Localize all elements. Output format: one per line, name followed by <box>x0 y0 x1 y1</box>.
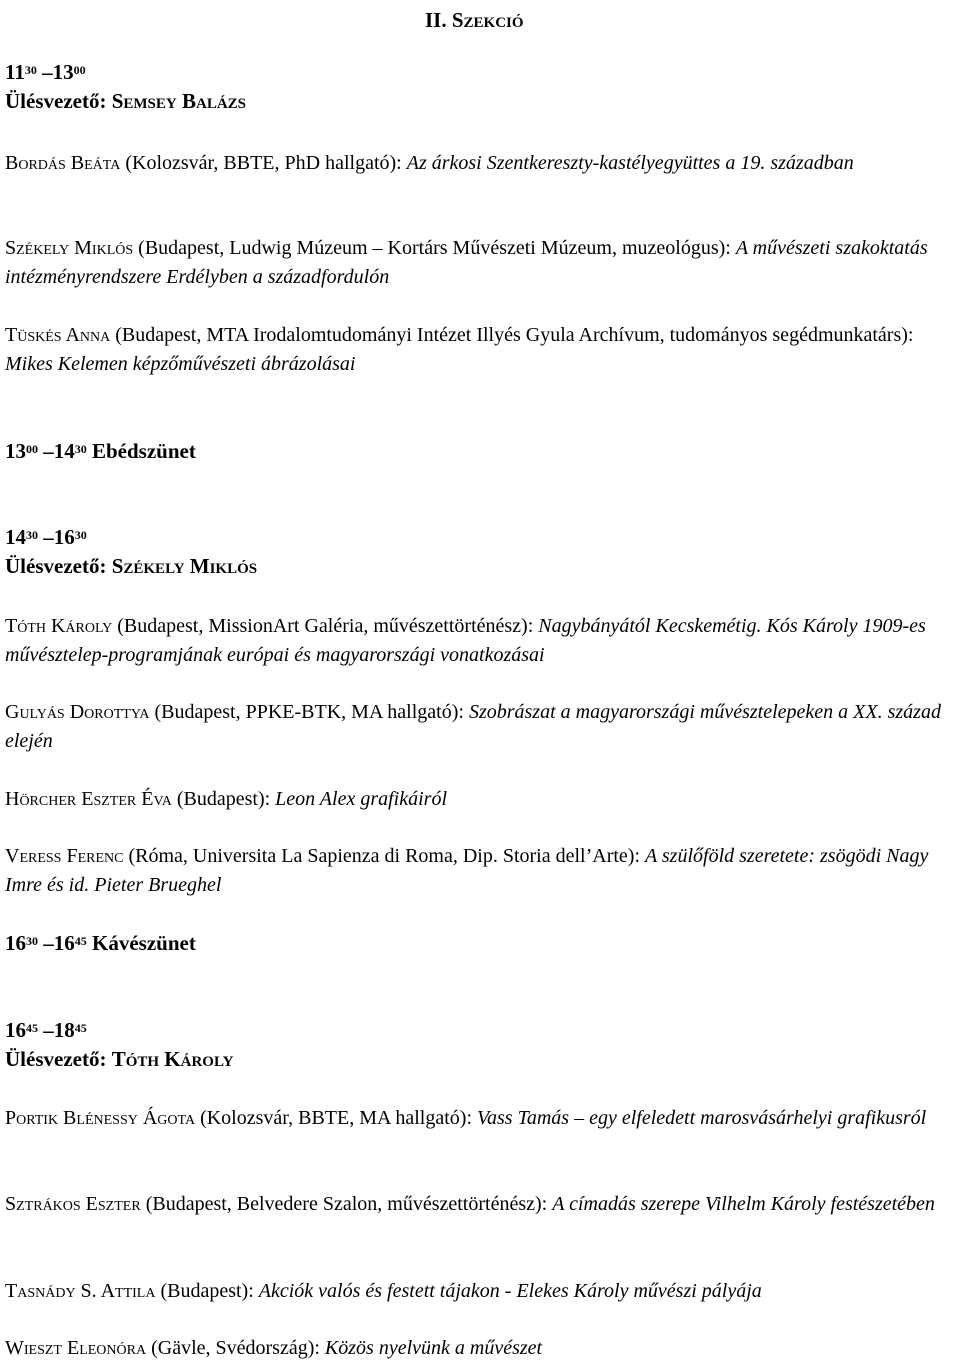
slot1-chair: Ülésvezető: Semsey Balázs <box>5 89 246 113</box>
speaker-name: Veress Ferenc <box>5 845 124 867</box>
slot2-header <box>5 523 950 581</box>
speaker-name: Sztrákos Eszter <box>5 1193 141 1215</box>
talk-item: Sztrákos Eszter (Budapest, Belvedere Szalon, művészettörténész): A címadás szerepe Vilhelm Károly festészetében <box>5 1193 935 1215</box>
talk-item: Wieszt Eleonóra (Gävle, Svédország): Közös nyelvünk a művészet <box>5 1337 543 1359</box>
speaker-name: Bordás Beáta <box>5 152 121 174</box>
slot1-time: $11^{30}$ $-13^{00}$ <box>5 60 86 84</box>
talk-title: Közös nyelvünk a művészet <box>324 1337 543 1359</box>
talk-item: Tüskés Anna (Budapest, MTA Irodalomtudományi Intézet Illyés Gyula Archívum, tudományos segédmunkatárs): Mikes Kelemen képzőművészeti ábrázolásai <box>5 324 914 375</box>
talk-item: Hörcher Eszter Éva (Budapest): Leon Alex grafikáiról <box>5 788 448 810</box>
talk-item: Székely Miklós (Budapest, Ludwig Múzeum – Kortárs Művészeti Múzeum, muzeológus): A művészeti szakoktatás intézményrendszere Erdélyben a századfordulón <box>5 237 928 288</box>
talk-item: Veress Ferenc (Róma, Universita La Sapienza di Roma, Dip. Storia dell’Arte): A szülőföld szeretete: zsögödi Nagy Imre és id. Pieter Brueghel <box>5 845 929 896</box>
speaker-name: Székely Miklós <box>5 237 134 259</box>
coffee-break: $16^{30}$ $-16^{45}$ Kávészünet <box>5 931 196 955</box>
speaker-name: Hörcher Eszter Éva <box>5 788 172 810</box>
talk-title: Szobrászat a magyarországi művésztelepeken a XX. század elején <box>5 701 941 752</box>
talk-title: Mikes Kelemen képzőművészeti ábrázolásai <box>5 353 356 375</box>
speaker-name: Portik Blénessy Ágota <box>5 1107 196 1129</box>
talk-item: Tóth Károly (Budapest, MissionArt Galéria, művészettörténész): Nagybányától Kecskemétig. Kós Károly 1909-es művésztelep-programjának európai és magyarországi vonatkozásai <box>5 615 926 666</box>
slot3-time: $16^{45}$ $-18^{45}$ <box>5 1018 87 1042</box>
talk-title: Akciók valós és festett tájakon - Elekes Károly művészi pályája <box>258 1280 762 1302</box>
speaker-name: Gulyás Dorottya <box>5 701 150 723</box>
speaker-name: Wieszt Eleonóra <box>5 1337 147 1359</box>
lunch-break: $13^{00}$ $-14^{30}$ Ebédszünet <box>5 439 196 463</box>
speaker-name: Tüskés Anna <box>5 324 111 346</box>
talk-item: Portik Blénessy Ágota (Kolozsvár, BBTE, MA hallgató): Vass Tamás – egy elfeledett marosvásárhelyi grafikusról <box>5 1107 927 1129</box>
talk-item: Gulyás Dorottya (Budapest, PPKE-BTK, MA hallgató): Szobrászat a magyarországi művésztelepeken a XX. század elején <box>5 701 941 752</box>
slot3-chair: Ülésvezető: Tóth Károly <box>5 1047 234 1071</box>
slot1-header <box>5 58 950 116</box>
talk-item: Bordás Beáta (Kolozsvár, BBTE, PhD hallgató): Az árkosi Szentkereszty-kastélyegyüttes a 19. században <box>5 152 854 174</box>
talk-item: Tasnády S. Attila (Budapest): Akciók valós és festett tájakon - Elekes Károly művészi pályája <box>5 1280 762 1302</box>
talk-title: A szülőföld szeretete: zsögödi Nagy Imre és id. Pieter Brueghel <box>5 845 929 896</box>
slot2-time: $14^{30}$ $-16^{30}$ <box>5 525 87 549</box>
talk-title: A művészeti szakoktatás intézményrendszere Erdélyben a századfordulón <box>5 237 928 288</box>
talk-title: A címadás szerepe Vilhelm Károly festészetében <box>552 1193 935 1215</box>
speaker-name: Tóth Károly <box>5 615 113 637</box>
talk-title: Leon Alex grafikáiról <box>275 788 448 810</box>
talk-title: Az árkosi Szentkereszty-kastélyegyüttes a 19. században <box>406 152 854 174</box>
talk-title: Nagybányától Kecskemétig. Kós Károly 1909-es művésztelep-programjának európai és magyarországi vonatkozásai <box>5 615 926 666</box>
talk-title: Vass Tamás – egy elfeledett marosvásárhelyi grafikusról <box>477 1107 927 1129</box>
slot3-header <box>5 1016 950 1074</box>
speaker-name: Tasnády S. Attila <box>5 1280 156 1302</box>
section-heading: II. Szekció <box>425 8 524 32</box>
slot2-chair: Ülésvezető: Székely Miklós <box>5 554 258 578</box>
